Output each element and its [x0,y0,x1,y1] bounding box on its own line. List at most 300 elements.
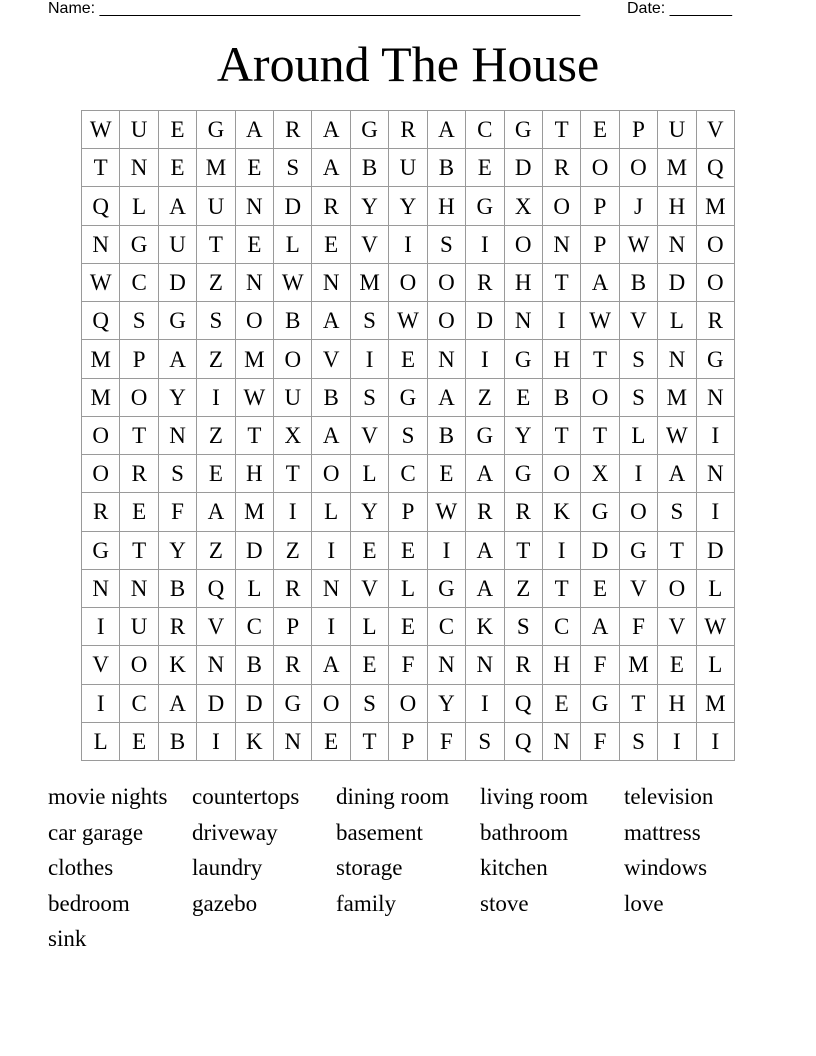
grid-cell: P [389,723,427,761]
grid-cell: A [312,149,350,187]
grid-cell: C [120,264,158,302]
grid-cell: T [543,570,581,608]
grid-cell: H [428,187,466,225]
grid-cell: I [697,493,735,531]
grid-cell: K [236,723,274,761]
word-list-item: stove [480,890,529,916]
grid-cell: H [236,455,274,493]
grid-cell: T [197,226,235,264]
grid-cell: D [581,532,619,570]
grid-cell: T [543,264,581,302]
grid-cell: N [505,302,543,340]
grid-cell: Y [351,187,389,225]
grid-cell: L [120,187,158,225]
grid-cell: T [658,532,696,570]
grid-cell: I [197,723,235,761]
grid-cell: E [236,226,274,264]
grid-cell: U [120,608,158,646]
grid-cell: X [274,417,312,455]
word-list-item: car garage [48,819,144,845]
grid-cell: R [312,187,350,225]
grid-cell: M [697,187,735,225]
grid-cell: O [543,455,581,493]
grid-cell: T [120,417,158,455]
grid-cell: O [581,149,619,187]
grid-cell: E [389,340,427,378]
grid-cell: N [466,646,504,684]
grid-cell: S [620,379,658,417]
grid-cell: L [658,302,696,340]
grid-cell: N [159,417,197,455]
grid-cell: I [620,455,658,493]
grid-cell: A [236,111,274,149]
word-list-item: sink [48,926,87,951]
grid-cell: Z [505,570,543,608]
grid-cell: T [543,417,581,455]
grid-cell: F [581,646,619,684]
grid-cell: W [274,264,312,302]
grid-cell: Z [466,379,504,417]
grid-cell: T [274,455,312,493]
grid-cell: D [236,685,274,723]
grid-cell: M [82,379,120,417]
grid-cell: B [159,570,197,608]
grid-cell: S [389,417,427,455]
grid-cell: T [120,532,158,570]
grid-cell: O [543,187,581,225]
word-list-item: mattress [624,819,701,845]
grid-cell: G [466,187,504,225]
grid-cell: Q [505,685,543,723]
grid-cell: I [466,340,504,378]
grid-cell: V [351,417,389,455]
grid-cell: I [82,685,120,723]
grid-cell: W [697,608,735,646]
grid-cell: V [197,608,235,646]
grid-cell: O [428,302,466,340]
grid-cell: I [312,532,350,570]
grid-cell: S [466,723,504,761]
grid-cell: O [428,264,466,302]
letter-grid [81,110,735,761]
grid-cell: D [236,532,274,570]
grid-cell: U [274,379,312,417]
grid-cell: T [351,723,389,761]
grid-cell: O [389,264,427,302]
puzzle-title: Around The House [216,36,600,92]
grid-cell: E [351,532,389,570]
grid-cell: M [351,264,389,302]
grid-cell: O [312,455,350,493]
grid-cell: Q [197,570,235,608]
grid-cell: G [389,379,427,417]
grid-cell: G [505,455,543,493]
grid-cell: N [658,226,696,264]
word-list-item: kitchen [480,855,548,880]
grid-cell: O [274,340,312,378]
grid-cell: U [120,111,158,149]
grid-cell: O [312,685,350,723]
grid-cell: M [236,340,274,378]
grid-cell: L [389,570,427,608]
grid-cell: L [274,226,312,264]
grid-cell: U [658,111,696,149]
grid-cell: T [581,340,619,378]
grid-cell: H [658,187,696,225]
grid-cell: E [466,149,504,187]
grid-cell: E [581,570,619,608]
grid-cell: R [389,111,427,149]
grid-cell: E [159,111,197,149]
grid-cell: B [159,723,197,761]
grid-cell: G [505,340,543,378]
grid-cell: A [312,417,350,455]
word-list-item: bathroom [480,819,569,845]
word-list-item: laundry [192,855,263,880]
grid-cell: S [351,685,389,723]
grid-cell: M [620,646,658,684]
grid-cell: R [466,264,504,302]
grid-cell: A [658,455,696,493]
grid-cell: I [466,226,504,264]
grid-cell: I [82,608,120,646]
name-field-label: Name: ______________________________________________________ [48,0,581,17]
grid-cell: P [581,226,619,264]
grid-cell: R [274,646,312,684]
grid-cell: Z [197,264,235,302]
grid-cell: A [197,493,235,531]
grid-cell: N [312,264,350,302]
grid-cell: O [120,646,158,684]
grid-cell: V [351,226,389,264]
grid-cell: E [159,149,197,187]
grid-cell: U [197,187,235,225]
grid-cell: L [620,417,658,455]
grid-cell: V [697,111,735,149]
grid-cell: M [697,685,735,723]
grid-cell: W [620,226,658,264]
grid-cell: C [389,455,427,493]
grid-cell: I [697,417,735,455]
grid-cell: K [543,493,581,531]
grid-cell: S [620,723,658,761]
grid-cell: Y [428,685,466,723]
grid-cell: E [389,608,427,646]
grid-cell: N [120,149,158,187]
grid-cell: N [543,723,581,761]
grid-cell: I [658,723,696,761]
grid-cell: U [389,149,427,187]
grid-cell: D [466,302,504,340]
grid-cell: E [351,646,389,684]
grid-cell: O [620,493,658,531]
grid-cell: Y [159,379,197,417]
grid-cell: B [312,379,350,417]
grid-cell: D [197,685,235,723]
grid-cell: D [658,264,696,302]
grid-cell: W [236,379,274,417]
grid-cell: R [159,608,197,646]
header-line [48,0,748,20]
grid-cell: Y [505,417,543,455]
grid-cell: N [274,723,312,761]
grid-cell: O [658,570,696,608]
grid-cell: E [505,379,543,417]
grid-cell: I [697,723,735,761]
grid-cell: Y [159,532,197,570]
grid-cell: G [581,685,619,723]
grid-cell: E [236,149,274,187]
grid-cell: X [581,455,619,493]
grid-cell: I [197,379,235,417]
grid-cell: O [120,379,158,417]
grid-cell: V [82,646,120,684]
grid-cell: N [197,646,235,684]
grid-cell: E [312,723,350,761]
grid-cell: V [312,340,350,378]
word-list-item: clothes [48,855,114,880]
word-list-item: living room [480,784,588,809]
grid-cell: B [620,264,658,302]
grid-cell: S [428,226,466,264]
grid-cell: E [658,646,696,684]
word-list-item: gazebo [192,890,258,916]
grid-cell: A [466,532,504,570]
date-field-label: Date: _______ [627,0,732,17]
word-list-item: television [624,784,714,809]
grid-cell: O [389,685,427,723]
grid-cell: O [697,226,735,264]
grid-cell: S [120,302,158,340]
grid-cell: I [466,685,504,723]
word-list [48,781,768,959]
grid-cell: Q [697,149,735,187]
grid-cell: W [82,264,120,302]
grid-cell: C [120,685,158,723]
grid-cell: C [428,608,466,646]
grid-cell: D [505,149,543,187]
word-list-item: bedroom [48,890,130,916]
grid-cell: R [274,570,312,608]
grid-cell: W [428,493,466,531]
grid-cell: L [697,646,735,684]
grid-cell: Q [82,302,120,340]
grid-cell: L [82,723,120,761]
grid-cell: Y [389,187,427,225]
grid-cell: F [620,608,658,646]
word-list-item: family [336,890,397,916]
grid-cell: G [620,532,658,570]
grid-cell: N [120,570,158,608]
grid-cell: E [120,723,158,761]
word-list-item: driveway [192,819,278,845]
grid-cell: P [274,608,312,646]
grid-cell: I [428,532,466,570]
grid-cell: R [543,149,581,187]
grid-cell: P [120,340,158,378]
grid-cell: I [389,226,427,264]
grid-cell: H [543,340,581,378]
word-list-item: movie nights [48,784,168,809]
grid-cell: R [274,111,312,149]
grid-cell: B [351,149,389,187]
grid-cell: W [82,111,120,149]
grid-cell: A [159,187,197,225]
grid-cell: R [697,302,735,340]
grid-cell: E [581,111,619,149]
grid-cell: A [428,379,466,417]
grid-cell: S [658,493,696,531]
grid-cell: G [120,226,158,264]
grid-cell: T [543,111,581,149]
grid-cell: N [658,340,696,378]
grid-cell: E [120,493,158,531]
grid-cell: A [428,111,466,149]
grid-cell: F [159,493,197,531]
grid-cell: R [505,646,543,684]
grid-cell: H [543,646,581,684]
grid-cell: C [543,608,581,646]
grid-cell: G [351,111,389,149]
grid-cell: Q [82,187,120,225]
grid-cell: F [389,646,427,684]
grid-cell: L [312,493,350,531]
grid-cell: B [428,149,466,187]
grid-cell: Q [505,723,543,761]
grid-cell: Z [197,340,235,378]
grid-cell: G [159,302,197,340]
grid-cell: R [505,493,543,531]
grid-cell: K [159,646,197,684]
grid-cell: E [197,455,235,493]
grid-cell: O [620,149,658,187]
grid-cell: M [236,493,274,531]
grid-cell: A [466,455,504,493]
grid-cell: S [159,455,197,493]
grid-cell: Z [197,532,235,570]
grid-cell: I [543,532,581,570]
grid-cell: N [697,455,735,493]
grid-cell: O [82,417,120,455]
grid-cell: U [159,226,197,264]
grid-cell: M [197,149,235,187]
grid-cell: F [581,723,619,761]
grid-cell: R [82,493,120,531]
grid-cell: E [312,226,350,264]
grid-cell: D [159,264,197,302]
grid-cell: I [312,608,350,646]
grid-cell: A [312,302,350,340]
grid-cell: N [543,226,581,264]
grid-cell: N [428,646,466,684]
grid-cell: B [543,379,581,417]
grid-cell: G [82,532,120,570]
grid-cell: C [466,111,504,149]
grid-cell: T [581,417,619,455]
grid-cell: N [312,570,350,608]
grid-cell: M [658,379,696,417]
grid-cell: G [505,111,543,149]
grid-cell: I [543,302,581,340]
grid-cell: A [312,646,350,684]
grid-cell: P [389,493,427,531]
grid-cell: A [581,608,619,646]
grid-cell: H [505,264,543,302]
grid-cell: A [312,111,350,149]
word-list-item: countertops [192,784,300,809]
grid-cell: F [428,723,466,761]
grid-cell: V [658,608,696,646]
grid-cell: E [543,685,581,723]
grid-cell: Z [197,417,235,455]
grid-cell: A [159,340,197,378]
grid-cell: T [505,532,543,570]
grid-cell: L [351,455,389,493]
grid-cell: W [389,302,427,340]
grid-cell: C [236,608,274,646]
grid-cell: S [351,379,389,417]
grid-cell: Z [274,532,312,570]
grid-cell: P [620,111,658,149]
grid-cell: N [697,379,735,417]
grid-cell: A [466,570,504,608]
grid-cell: P [581,187,619,225]
grid-cell: O [505,226,543,264]
grid-cell: T [620,685,658,723]
grid-cell: N [428,340,466,378]
grid-cell: E [428,455,466,493]
grid-cell: B [274,302,312,340]
word-list-item: love [624,890,664,916]
grid-cell: W [658,417,696,455]
grid-cell: Y [351,493,389,531]
grid-cell: L [236,570,274,608]
grid-cell: V [620,570,658,608]
word-list-item: basement [336,819,423,845]
grid-cell: G [581,493,619,531]
grid-cell: O [581,379,619,417]
grid-cell: R [120,455,158,493]
word-list-item: windows [624,855,708,880]
grid-cell: N [82,570,120,608]
grid-cell: G [197,111,235,149]
grid-cell: D [697,532,735,570]
grid-cell: S [274,149,312,187]
word-list-item: dining room [336,784,450,809]
grid-cell: B [236,646,274,684]
grid-cell: S [351,302,389,340]
grid-cell: X [505,187,543,225]
grid-cell: K [466,608,504,646]
grid-cell: A [159,685,197,723]
grid-cell: V [620,302,658,340]
grid-cell: O [236,302,274,340]
grid-cell: N [236,264,274,302]
grid-cell: I [351,340,389,378]
grid-cell: T [82,149,120,187]
grid-cell: G [274,685,312,723]
grid-cell: S [505,608,543,646]
grid-cell: B [428,417,466,455]
grid-cell: S [197,302,235,340]
grid-cell: H [658,685,696,723]
grid-cell: W [581,302,619,340]
grid-cell: A [581,264,619,302]
grid-cell: T [236,417,274,455]
grid-cell: E [389,532,427,570]
grid-cell: V [351,570,389,608]
grid-cell: M [658,149,696,187]
